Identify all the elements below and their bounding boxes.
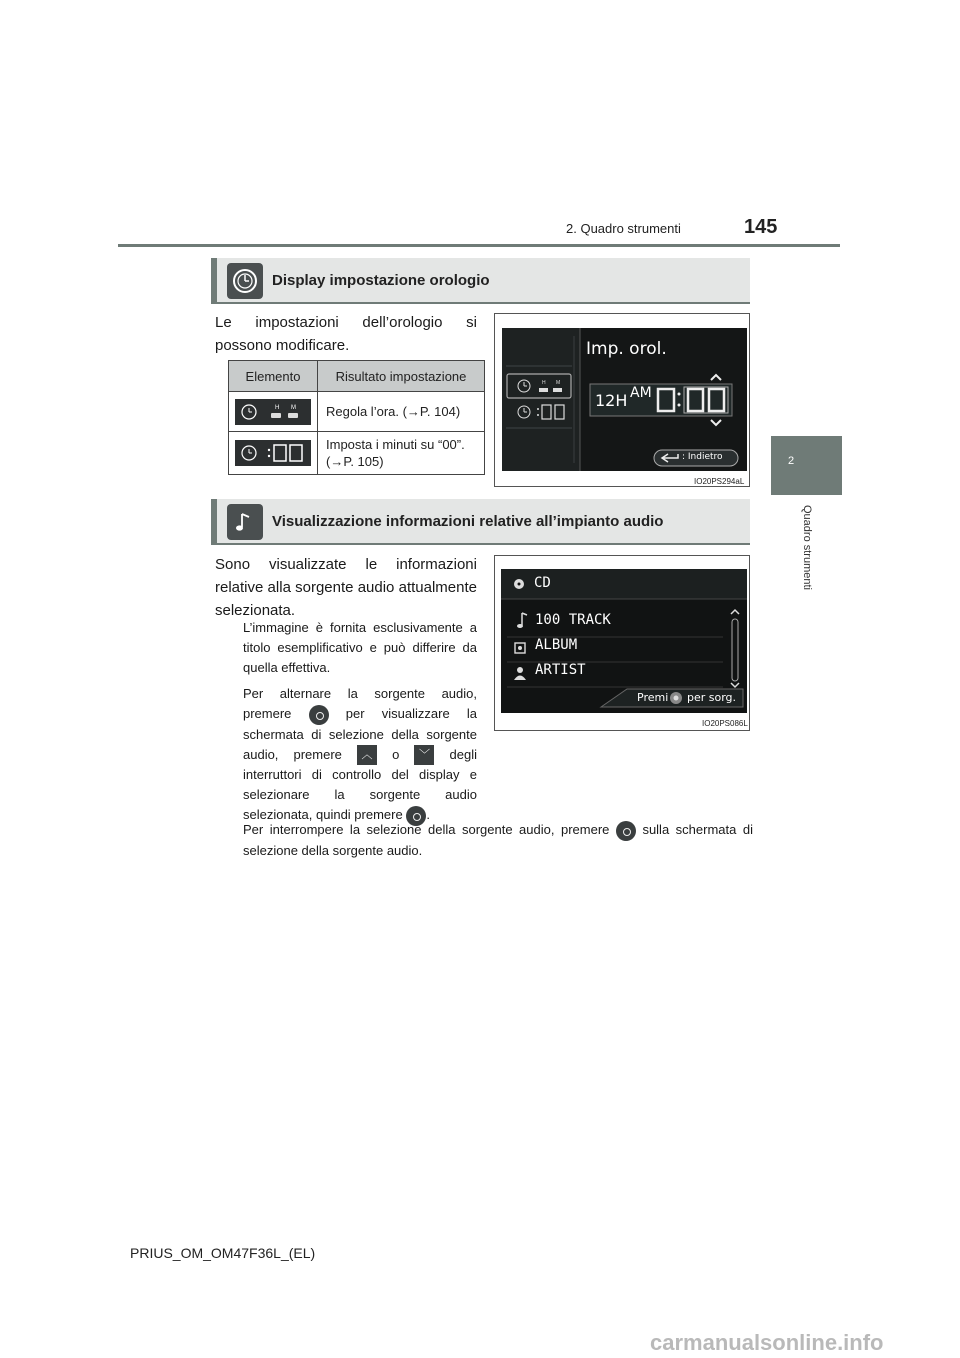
chapter-title: 2. Quadro strumenti	[566, 221, 681, 236]
table-header-result: Risultato impostazione	[318, 361, 485, 392]
table-cell-result: Imposta i minuti su “00”. (→P. 105)	[318, 432, 485, 475]
clock-screen-title: Imp. orol.	[586, 339, 667, 359]
note-text-part: o	[392, 746, 400, 762]
section-title-audio: Visualizzazione informazioni relative all’impianto audio	[272, 513, 664, 530]
hour-minute-icon-cell	[229, 392, 318, 432]
table-cell-result: Regola l’ora. (→P. 104)	[318, 392, 485, 432]
audio-hint-left: Premi	[637, 691, 669, 704]
clock-intro-text: Le impostazioni dell’orologio si possono modificare.	[215, 314, 477, 354]
section-header-audio	[211, 499, 750, 545]
note-text-part: Per alternare la sorgente audio, premere	[243, 686, 477, 721]
minutes-zero-icon-cell	[229, 432, 318, 475]
svg-text:M: M	[291, 404, 296, 411]
note-text-part: degli interruttori di controllo del display e selezionare la sorgente audio selezionata, quindi premere	[243, 746, 477, 823]
back-button-icon	[616, 821, 636, 841]
music-note-icon	[227, 504, 263, 540]
audio-hint-right: per sorg.	[687, 691, 737, 704]
audio-note-image: L’immagine è fornita esclusivamente a titolo esemplificativo e può differire da quella effettiva.	[243, 620, 477, 675]
audio-album-label: ALBUM	[535, 637, 578, 653]
side-tab-number: 2	[788, 455, 795, 467]
table-row	[229, 392, 485, 432]
svg-text:H: H	[542, 380, 546, 386]
svg-text:M: M	[556, 380, 561, 386]
audio-artist-label: ARTIST	[535, 662, 586, 678]
audio-source-label: CD	[534, 575, 551, 591]
side-tab-label: Quadro strumenti	[801, 505, 813, 590]
clock-settings-figure	[494, 313, 750, 487]
note-text-part: per visualizzare la schermata di selezione della sorgente audio, premere	[243, 706, 477, 762]
section-header-clock	[211, 258, 750, 304]
table-row	[229, 432, 485, 475]
figure-caption: IO20PS086L	[702, 719, 748, 728]
table-header-row	[229, 361, 485, 392]
chevron-up-icon: ︿	[357, 745, 377, 765]
hour-minute-icon	[235, 399, 311, 425]
audio-note-stop	[243, 820, 753, 861]
note-text-part: sulla schermata di selezione della sorgente audio.	[243, 822, 753, 858]
back-label: : Indietro	[682, 452, 723, 462]
minutes-zero-icon	[235, 440, 311, 466]
audio-info-screen	[501, 569, 747, 713]
chapter-side-tab	[771, 436, 842, 495]
manual-code: PRIUS_OM_OM47F36L_(EL)	[130, 1245, 316, 1261]
audio-select-button-icon	[309, 705, 329, 725]
note-text-part: Per interrompere la selezione della sorgente audio, premere	[243, 822, 610, 837]
watermark: carmanualsonline.info	[650, 1330, 884, 1355]
header-rule	[118, 244, 840, 247]
clock-format-label: 12H	[595, 391, 628, 410]
table-header-element: Elemento	[229, 361, 318, 392]
audio-info-figure	[494, 555, 750, 731]
am-pm-label: AM	[630, 385, 652, 401]
clock-settings-screen	[502, 328, 747, 471]
figure-caption: IO20PS294aL	[694, 477, 745, 486]
audio-intro-text: Sono visualizzate le informazioni relative alla sorgente audio attualmente selezionata.	[215, 556, 477, 619]
note-text-part: .	[426, 807, 430, 823]
clock-settings-table	[228, 360, 485, 475]
chevron-down-icon: ﹀	[414, 745, 434, 765]
page-number: 145	[744, 216, 778, 238]
audio-track-label: 100 TRACK	[535, 612, 611, 628]
audio-note-switch	[243, 684, 477, 826]
section-title-clock: Display impostazione orologio	[272, 272, 490, 289]
svg-text:H: H	[275, 404, 280, 411]
clock-icon	[227, 263, 263, 299]
